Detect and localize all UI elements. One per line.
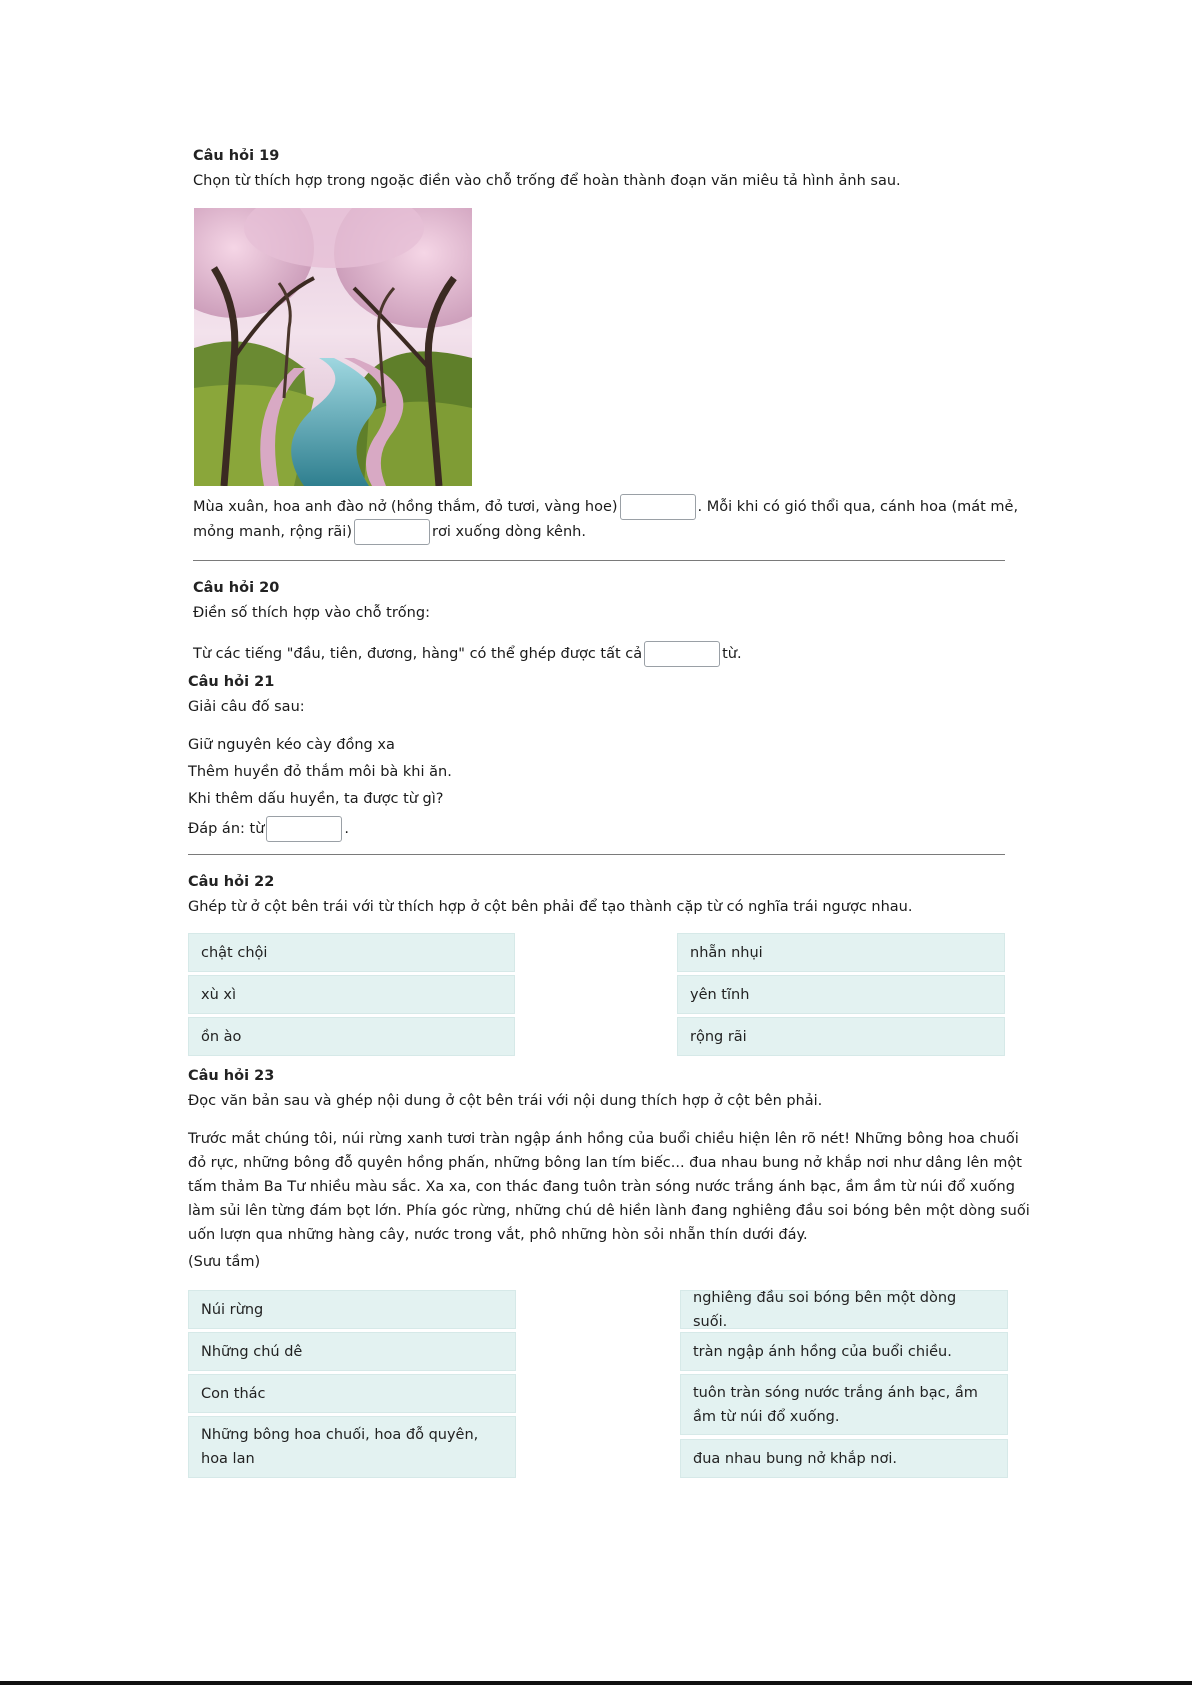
q22-right-item[interactable]: nhẵn nhụi [677,933,1005,972]
q20-title: Câu hỏi 20 [193,580,280,596]
q23-instruction: Đọc văn bản sau và ghép nội dung ở cột bên trái với nội dung thích hợp ở cột bên phải. [188,1093,823,1109]
q23-left-item[interactable]: Những chú dê [188,1332,516,1371]
q23-right-item[interactable]: nghiêng đầu soi bóng bên một dòng suối. [680,1290,1008,1329]
q23-passage-line: làm sủi lên từng đám bọt lớn. Phía góc rừng, những chú dê hiền lành đang nghiêng đầu soi bóng bên một dòng suối [188,1203,1030,1219]
q23-passage-line: tấm thảm Ba Tư nhiều màu sắc. Xa xa, con thác đang tuôn tràn sóng nước trắng ánh bạc, ầm ầm từ núi đổ xuống [188,1179,1015,1195]
q23-title: Câu hỏi 23 [188,1068,275,1084]
q23-right-item[interactable]: tuôn tràn sóng nước trắng ánh bạc, ầm ầm từ núi đổ xuống. [680,1374,1008,1435]
q21-instruction: Giải câu đố sau: [188,699,305,715]
divider [193,560,1005,561]
q23-left-item[interactable]: Những bông hoa chuối, hoa đỗ quyên, hoa lan [188,1416,516,1478]
q23-passage-line: uốn lượn qua những hàng cây, nước trong vắt, phô những hòn sỏi nhẵn thín dưới đáy. [188,1227,808,1243]
q21-answer-line [188,816,349,842]
q23-passage-line: đỏ rực, những bông đỗ quyên hồng phấn, những bông lan tím biếc... đua nhau bung nở khắp nơi như dâng lên một [188,1155,1022,1171]
q21-answer-blank[interactable] [266,816,342,842]
q21-title: Câu hỏi 21 [188,674,275,690]
q19-text-2a: mỏng manh, rộng rãi) [193,524,352,540]
q21-riddle-line-1: Giữ nguyên kéo cày đồng xa [188,737,395,753]
q22-left-item[interactable]: ồn ào [188,1017,515,1056]
divider [188,854,1005,855]
q22-title: Câu hỏi 22 [188,874,275,890]
q23-source: (Sưu tầm) [188,1254,261,1270]
q19-sentence-line-1 [193,494,1018,520]
q23-passage-line: Trước mắt chúng tôi, núi rừng xanh tươi tràn ngập ánh hồng của buổi chiều hiện lên rõ nét! Những bông hoa chuối [188,1131,1019,1147]
q19-sentence-line-2 [193,519,586,545]
q19-instruction: Chọn từ thích hợp trong ngoặc điền vào chỗ trống để hoàn thành đoạn văn miêu tả hình ảnh sau. [193,173,901,189]
q20-text-b: từ. [722,646,742,662]
q20-text-a: Từ các tiếng "đầu, tiên, đương, hàng" có thể ghép được tất cả [193,646,643,662]
q23-left-item[interactable]: Núi rừng [188,1290,516,1329]
q20-instruction: Điền số thích hợp vào chỗ trống: [193,605,430,621]
q23-right-item[interactable]: tràn ngập ánh hồng của buổi chiều. [680,1332,1008,1371]
q20-sentence [193,641,742,667]
q19-text-2b: rơi xuống dòng kênh. [431,524,586,540]
q22-instruction: Ghép từ ở cột bên trái với từ thích hợp ở cột bên phải để tạo thành cặp từ có nghĩa trái ngược nhau. [188,899,913,915]
q19-answer-blank-2[interactable] [354,519,430,545]
q21-answer-label: Đáp án: từ [188,821,265,837]
q22-right-item[interactable]: yên tĩnh [677,975,1005,1014]
cherry-blossom-image [194,208,472,486]
q23-left-item[interactable]: Con thác [188,1374,516,1413]
q22-right-item[interactable]: rộng rãi [677,1017,1005,1056]
q19-title: Câu hỏi 19 [193,148,280,164]
q19-answer-blank-1[interactable] [620,494,696,520]
q21-answer-end: . [344,821,349,837]
q22-left-item[interactable]: xù xì [188,975,515,1014]
page-bottom-edge [0,1681,1192,1685]
q21-riddle-line-3: Khi thêm dấu huyền, ta được từ gì? [188,791,444,807]
q20-answer-blank[interactable] [644,641,720,667]
q22-left-item[interactable]: chật chội [188,933,515,972]
q23-right-item[interactable]: đua nhau bung nở khắp nơi. [680,1439,1008,1478]
q21-riddle-line-2: Thêm huyền đỏ thắm môi bà khi ăn. [188,764,452,780]
q19-text-1a: Mùa xuân, hoa anh đào nở (hồng thắm, đỏ tươi, vàng hoe) [193,499,618,515]
q19-text-1b: . Mỗi khi có gió thổi qua, cánh hoa (mát mẻ, [697,499,1019,515]
